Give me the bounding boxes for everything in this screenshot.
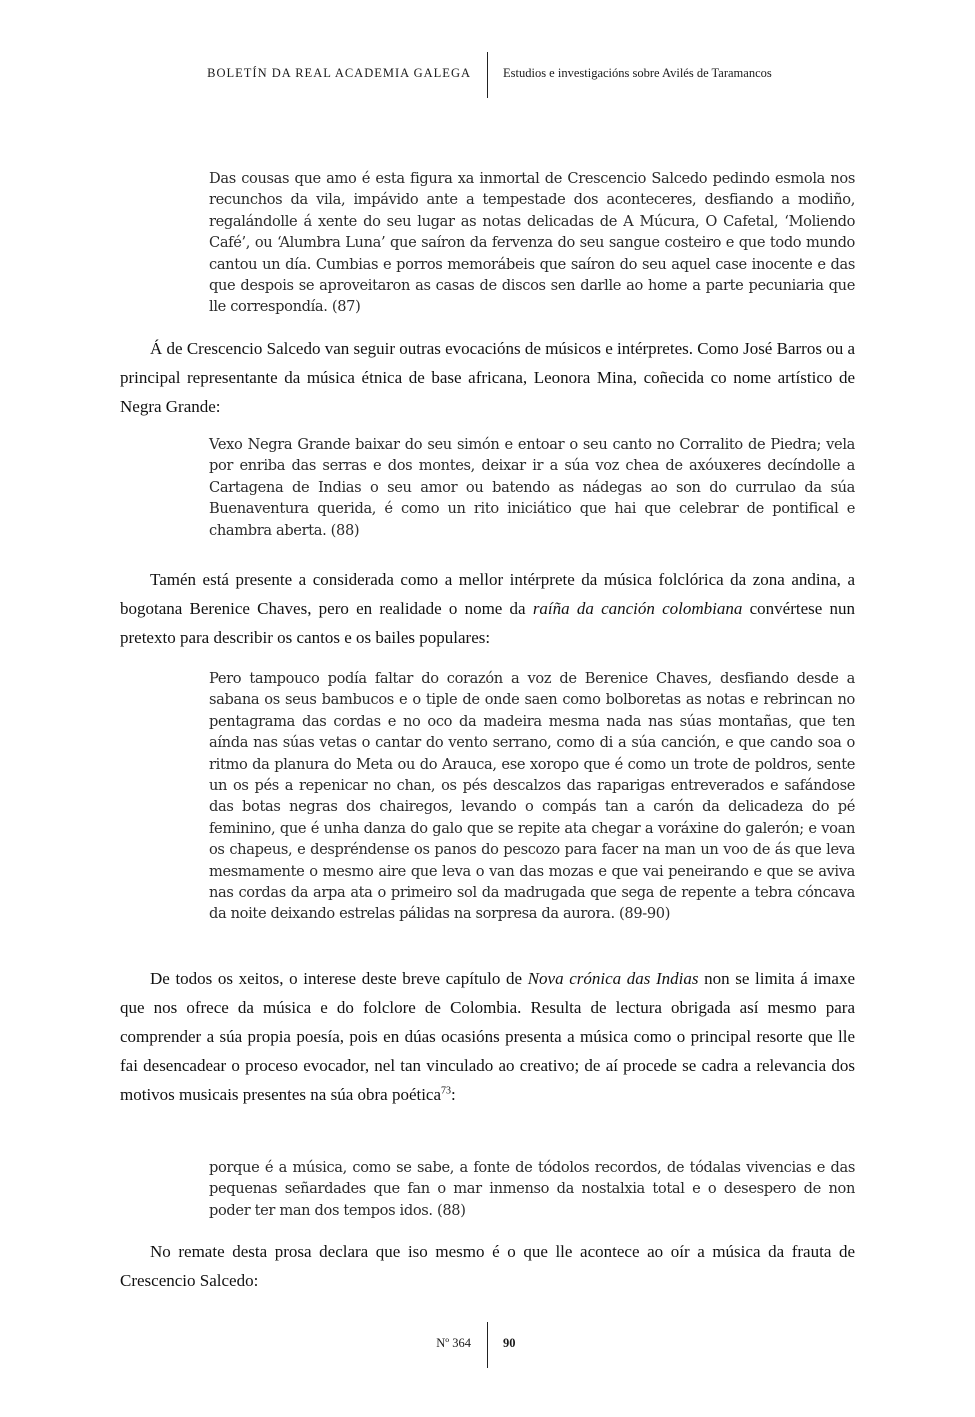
block-quote-1: Das cousas que amo é esta figura xa inmortal de Crescencio Salcedo pedindo esmola nos recunchos da vila, impávido ante a tempestade dos aconteceres, desfiando a modiño, regalándolle á xente do seu lugar as notas delicadas de A Múcura, O Cafetal, ‘Moliendo Café’, ou ‘Alumbra Luna’ que saíron da fervenza do seu sangue costeiro e que todo mundo cantou un día. Cumbias e porros memorábeis que saíron do seu aquel case inocente e das que despois se aproveitaron as casas de discos sen darlle ao home a parte pecuniaria que lle correspondía. (87) [209, 170, 855, 316]
page-footer [0, 1322, 975, 1372]
block-quote-4: porque é a música, como se sabe, a fonte de tódolos recordos, de tódalas vivencias e das pequenas señardades que fan o mar inmenso da nostalxia total e o desespero de non poder ter man dos tempos idos. (88) [209, 1159, 855, 1219]
section-title: Estudios e investigacións sobre Avilés de Taramancos [503, 66, 772, 80]
block-quote-3: Pero tampouco podía faltar do corazón a voz de Berenice Chaves, desfiando desde a sabana os seus bambucos e o tiple de onde saen como bolboretas as notas e rebrincan no pentagrama das cordas e no oco da madeira mesma nada nas súas montañas, que ten aínda nas súas vetas o cantar do vento serrano, como di a súa canción, e que cando soa o ritmo da planura do Meta ou do Arauca, ese xoropo que é como un trote de poldros, sente un os pés a repenicar no chan, os pés descalzos das raparigas entreverados e safándose das botas negras dos chairegos, levando o compás tan a carón da delicadeza do pé feminino, que é unha danza do galo que se repite ata chegar a voráxine do galerón; e voan os chapeus, e despréndense os panos do pescozo para facer na man un voo de ás que leva mesmamente o mesmo aire que leva o van das mozas e que vai peneirando e que se aviva nas cordas da arpa ata o primeiro sol da madrugada que sega de repente a tebra cóncava da noite deixando estrelas pálidas na sorpresa da aurora. (89-90) [209, 670, 855, 923]
paragraph-3-text-a: De todos os xeitos, o interese deste breve capítulo de [150, 969, 528, 988]
paragraph-4 [120, 1237, 855, 1295]
paragraph-3 [120, 964, 855, 1109]
page-number: 90 [503, 1336, 516, 1350]
paragraph-3-text-end: : [451, 1085, 456, 1104]
journal-title: BOLETÍN DA REAL ACADEMIA GALEGA [207, 66, 471, 80]
paragraph-4-text: No remate desta prosa declara que iso mesmo é o que lle acontece ao oír a música da frauta de Crescencio Salcedo: [120, 1242, 855, 1290]
footnote-ref[interactable]: 73 [441, 1085, 452, 1097]
page-header [0, 52, 975, 102]
paragraph-2-text-b: convértese nun pretexto para describir os cantos e os bailes populares: [120, 599, 856, 647]
paragraph-2-text-a: Tamén está presente a considerada como a mellor intérprete da música folclórica da zona andina, a bogotana Berenice Chaves, pero en realidade o nome da [120, 570, 855, 618]
paragraph-2 [120, 565, 855, 652]
block-quote-2: Vexo Negra Grande baixar do seu simón e entoar o seu canto no Corralito de Piedra; vela por enriba das serras e dos montes, deixar ir a súa voz chea de axóuxeres decíndolle a Cartagena de Indias o seu amor ou batendo as nádegas ao son do currulao da súa Buenaventura querida, é como un rito iniciático que hai que celebrar de pontifical e chambra aberta. (88) [209, 436, 855, 539]
paragraph-2-italic: raíña da canción colombiana [532, 599, 743, 618]
paragraph-3-italic: Nova crónica das Indias [527, 969, 699, 988]
header-divider [487, 52, 488, 98]
paragraph-1-text: Á de Crescencio Salcedo van seguir outras evocacións de músicos e intérpretes. Como José Barros ou a principal representante da música étnica de base africana, Leonora Mina, coñecida co nome artístico de Negra Grande: [120, 339, 855, 416]
paragraph-1 [120, 334, 855, 421]
footer-divider [487, 1322, 488, 1368]
issue-number: Nº 364 [436, 1336, 471, 1350]
paragraph-3-text-b: non se limita á imaxe que nos ofrece da música e do folclore de Colombia. Resulta de lectura obrigada así mesmo para comprender a súa propia poesía, pois en dúas ocasións presenta a música como o principal resorte que lle fai desencadear o proceso evocador, nel tan vinculado ao creativo; de aí procede se cadra a relevancia dos motivos musicais presentes na súa obra poética [120, 969, 855, 1104]
